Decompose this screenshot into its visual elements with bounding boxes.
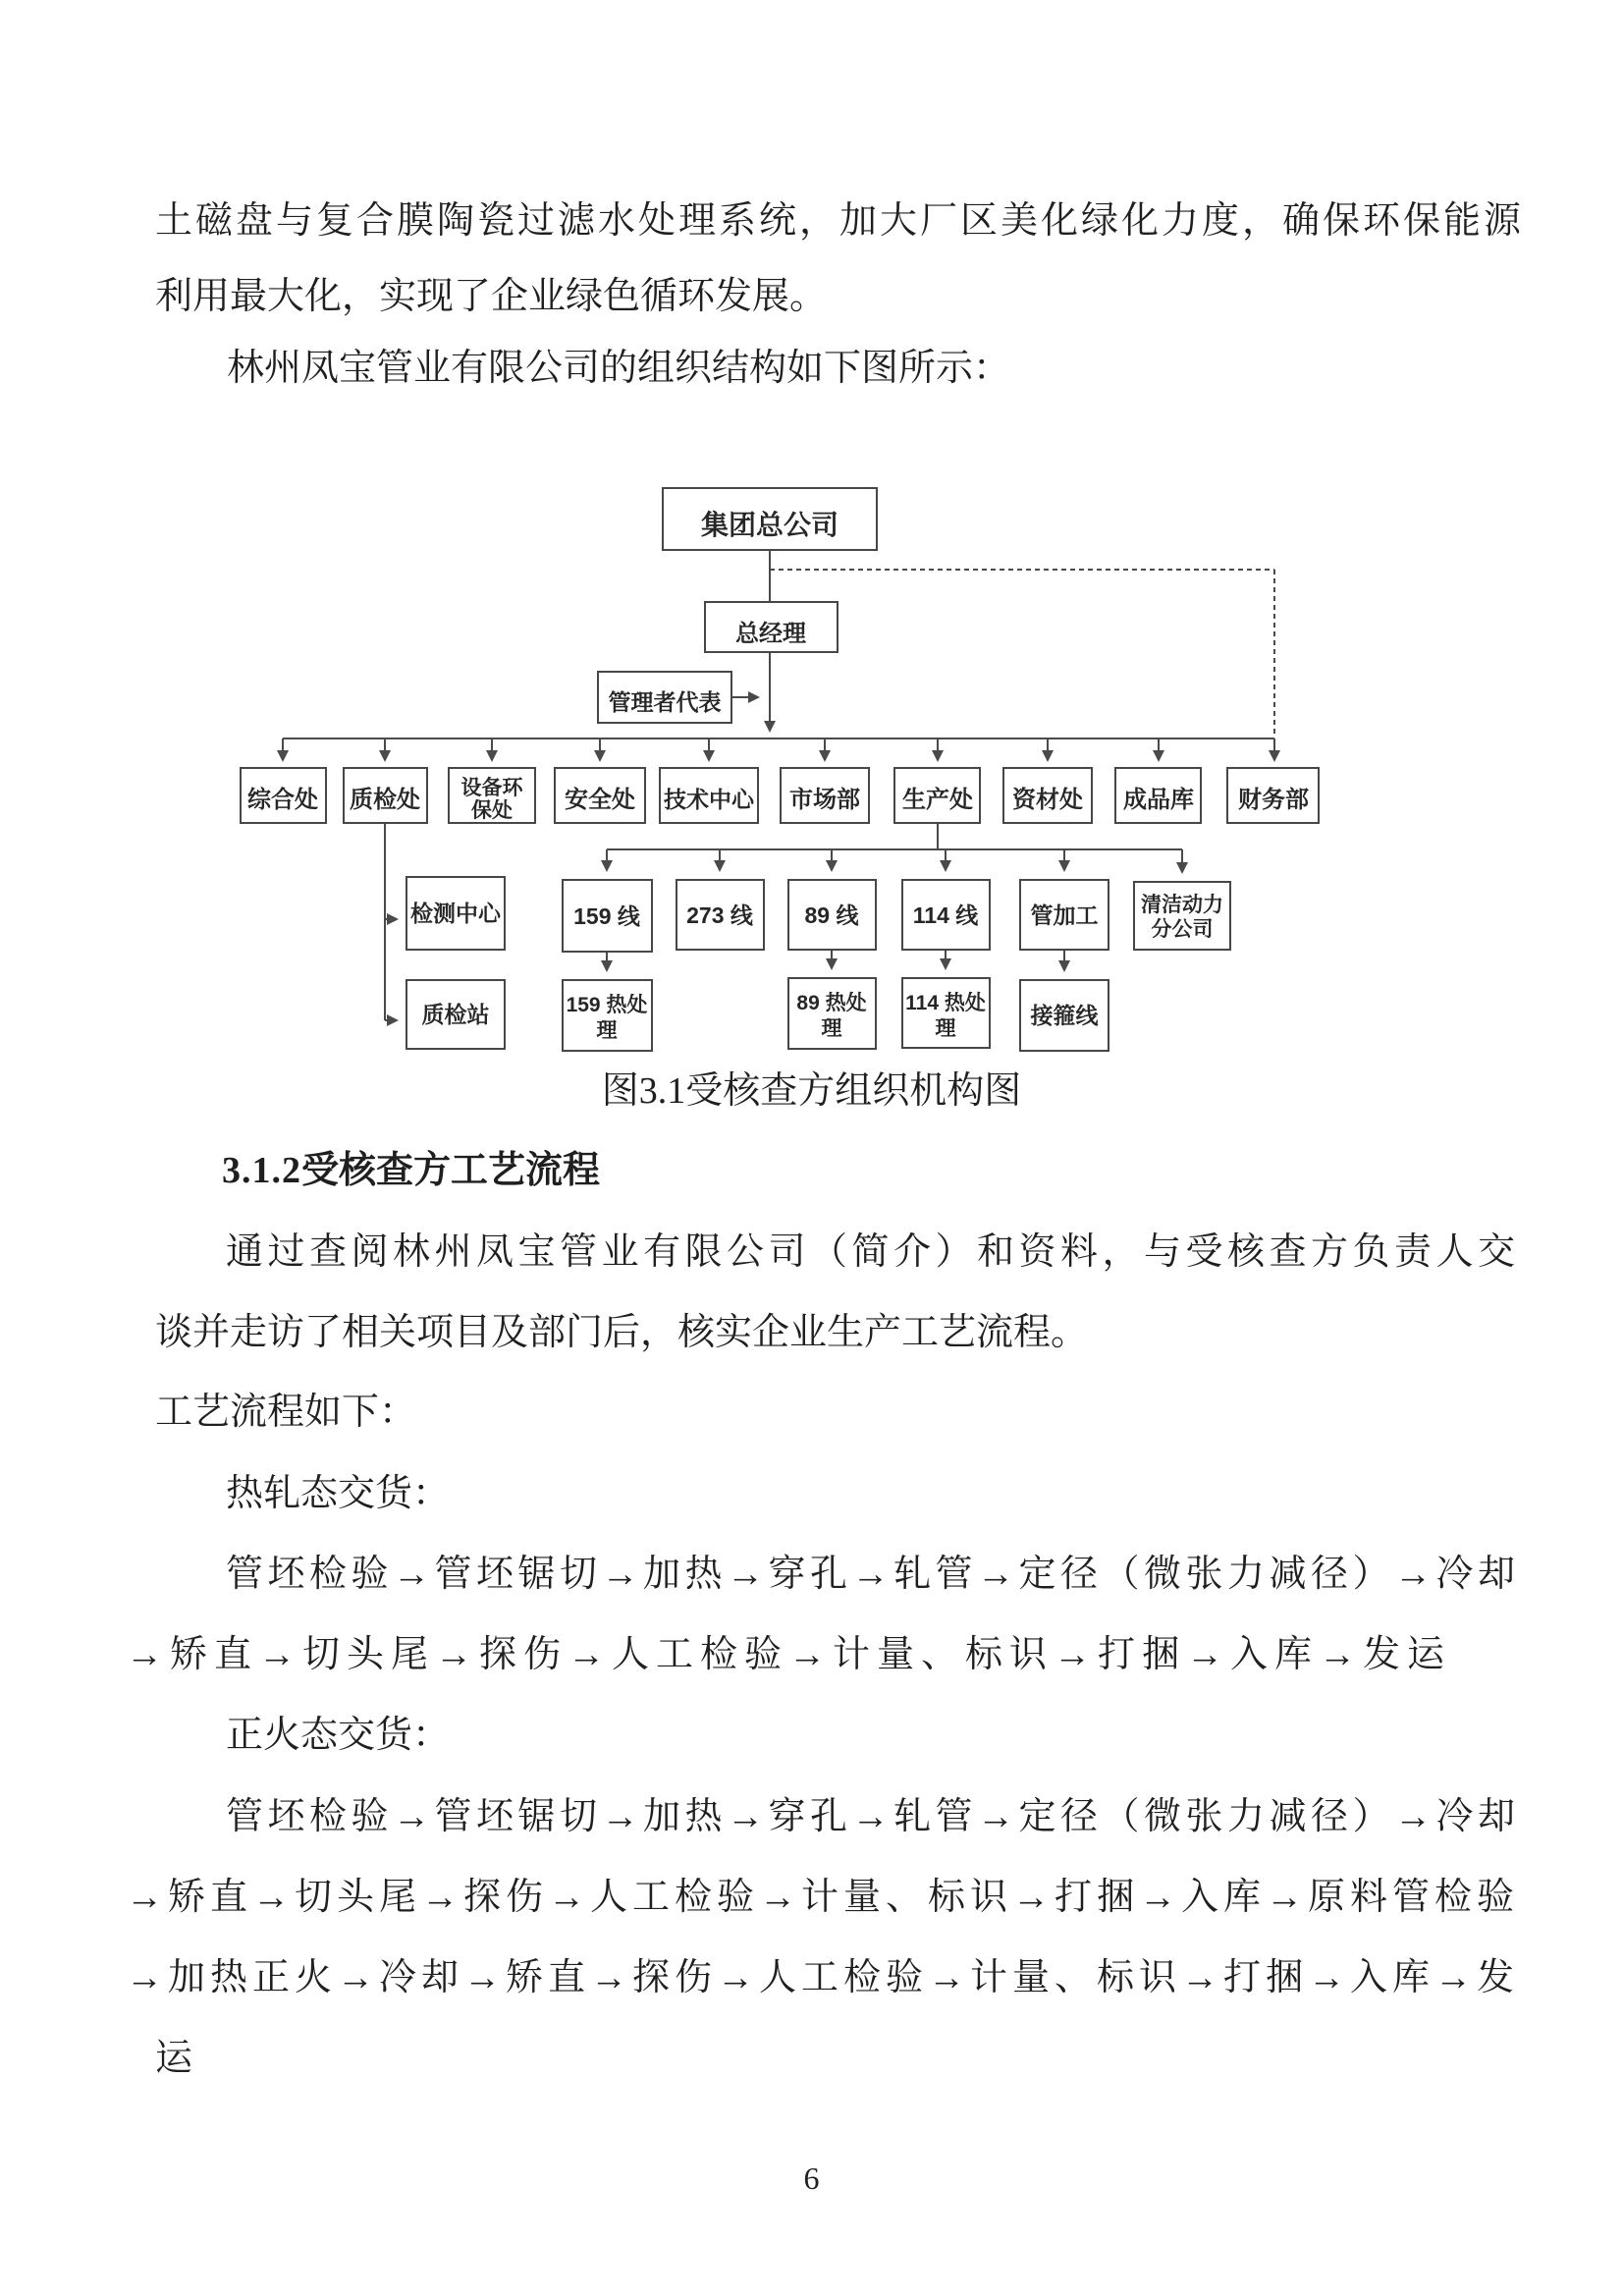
- line-114-label: 114 线: [912, 902, 979, 928]
- org-node-dept-safety: [555, 768, 645, 823]
- org-node-dept-finance: [1227, 768, 1319, 823]
- normalized-flow-line-4: 运: [155, 2038, 193, 2079]
- ht-89-label-1: 89 热处: [796, 992, 867, 1014]
- org-node-general-manager: [705, 602, 838, 652]
- org-node-dept-tech-center: [660, 768, 758, 823]
- org-node-line-114: [902, 880, 990, 950]
- org-intro-line: 林州凤宝管业有限公司的组织结构如下图所示：: [227, 348, 1011, 389]
- org-node-dept-general: [241, 768, 326, 823]
- pipe-processing-label: 管加工: [1030, 902, 1099, 928]
- normalized-flow-line-3: →加热正火→冷却→矫直→探伤→人工检验→计量、标识→打捆→入库→发: [126, 1957, 1520, 1998]
- org-node-dept-production: [894, 768, 980, 823]
- dept-equip-env-label-2: 保处: [471, 799, 513, 822]
- org-node-test-center: [406, 877, 505, 950]
- paragraph-top-line-1: 土磁盘与复合膜陶瓷过滤水处理系统，加大厂区美化绿化力度，确保环保能源: [155, 200, 1525, 242]
- section-title: 受核查方工艺流程: [301, 1150, 601, 1191]
- org-node-gm-label: 总经理: [735, 621, 806, 647]
- org-node-dept-equip-env: [449, 768, 535, 823]
- dept-tech-center-label: 技术中心: [664, 787, 754, 812]
- normalized-flow-line-1: 管坯检验→管坯锯切→加热→穿孔→轧管→定径（微张力减径）→冷却: [226, 1796, 1520, 1837]
- dept-safety-label: 安全处: [565, 787, 635, 813]
- page-number: 6: [803, 2160, 820, 2196]
- paragraph-top-line-2: 利用最大化，实现了企业绿色循环发展。: [155, 276, 828, 317]
- org-node-dept-finished-goods: [1115, 768, 1201, 823]
- section-number: 3.1.2: [222, 1150, 301, 1191]
- hot-rolled-flow-line-2: →矫直→切头尾→探伤→人工检验→计量、标识→打捆→入库→发运: [126, 1634, 1452, 1675]
- dept-finished-goods-label: 成品库: [1123, 787, 1194, 813]
- hot-rolled-flow-line-1: 管坯检验→管坯锯切→加热→穿孔→轧管→定径（微张力减径）→冷却: [226, 1554, 1520, 1595]
- ht-159-label-2: 理: [596, 1019, 618, 1042]
- org-node-ht-159: [563, 980, 652, 1051]
- org-node-line-89: [788, 880, 876, 950]
- org-node-pipe-processing: [1020, 880, 1109, 950]
- flow-intro-line: 工艺流程如下：: [155, 1392, 417, 1433]
- dept-material-label: 资材处: [1012, 787, 1083, 813]
- section-heading: [222, 1147, 600, 1194]
- clean-power-label-1: 清洁动力: [1141, 894, 1223, 916]
- normalized-flow-line-2: →矫直→切头尾→探伤→人工检验→计量、标识→打捆→入库→原料管检验: [126, 1877, 1520, 1918]
- org-node-line-273: [676, 880, 764, 950]
- org-node-dept-market: [781, 768, 869, 823]
- org-node-manager-rep: [598, 672, 731, 723]
- dept-production-label: 生产处: [902, 787, 973, 813]
- ht-89-label-2: 理: [821, 1017, 842, 1040]
- dept-general-label: 综合处: [247, 787, 318, 813]
- dept-qc-label: 质检处: [350, 787, 420, 813]
- org-node-line-159: [563, 880, 652, 952]
- test-center-label: 检测中心: [410, 901, 501, 926]
- clean-power-label-2: 分公司: [1151, 918, 1214, 941]
- org-node-dept-qc: [344, 768, 427, 823]
- org-node-coupling-line: [1020, 980, 1109, 1051]
- coupling-line-label: 接箍线: [1030, 1003, 1099, 1028]
- dept-market-label: 市场部: [789, 787, 860, 813]
- org-node-root-label: 集团总公司: [700, 510, 839, 540]
- normalized-title: 正火态交货：: [226, 1715, 451, 1756]
- org-node-mgr-rep-label: 管理者代表: [608, 689, 722, 715]
- ht-159-label-1: 159 热处: [566, 994, 648, 1016]
- dept-finance-label: 财务部: [1238, 787, 1309, 813]
- org-node-dept-material: [1003, 768, 1092, 823]
- ht-114-label-1: 114 热处: [905, 992, 986, 1014]
- ht-114-label-2: 理: [935, 1017, 956, 1040]
- qc-station-label: 质检站: [421, 1002, 490, 1027]
- hot-rolled-title: 热轧态交货：: [226, 1473, 451, 1514]
- figure-caption: 图3.1受核查方组织机构图: [601, 1070, 1022, 1112]
- org-node-ht-89: [788, 978, 876, 1049]
- survey-paragraph-line-2: 谈并走访了相关项目及部门后，核实企业生产工艺流程。: [155, 1312, 1089, 1353]
- org-node-ht-114: [902, 978, 990, 1048]
- org-node-qc-station: [406, 980, 505, 1049]
- survey-paragraph-line-1: 通过查阅林州凤宝管业有限公司（简介）和资料，与受核查方负责人交: [226, 1231, 1520, 1273]
- org-node-root: [663, 488, 877, 550]
- line-89-label: 89 线: [804, 902, 859, 928]
- line-159-label: 159 线: [573, 903, 640, 929]
- dept-equip-env-label-1: 设备环: [460, 777, 523, 799]
- org-node-clean-power: [1134, 882, 1230, 950]
- line-273-label: 273 线: [686, 902, 753, 928]
